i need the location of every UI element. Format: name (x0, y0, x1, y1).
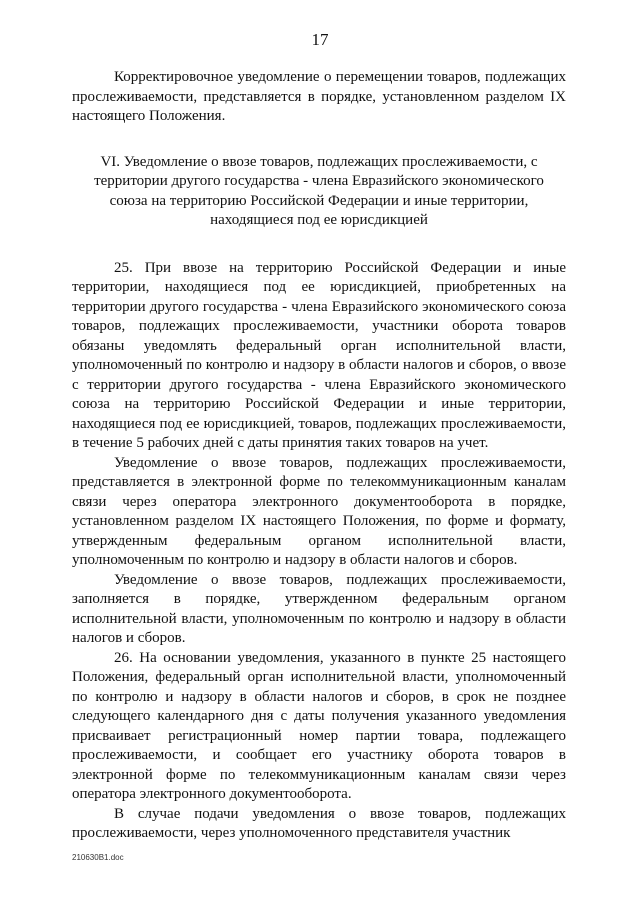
page-number: 17 (311, 30, 329, 49)
paragraph-notice-fill: Уведомление о ввозе товаров, подлежащих прослеживаемости, заполняется в порядке, утвержденном федеральным органом исполнительной власти, уполномоченным по контролю и надзору в области налогов и сборов. (72, 571, 566, 646)
paragraph-25: 25. При ввозе на территорию Российской Федерации и иные территории, находящиеся под ее юрисдикцией, приобретенных на территории другого государства - члена Евразийского экономического союза товаров, подлежащих прослеживаемости, участники оборота товаров обязаны уведомлять федеральный орган исполнительной власти, уполномоченный по контролю и надзору в области налогов и сборов, о ввозе с территории другого государства - члена Евразийского экономического союза на территорию Российской Федерации и иные территории, находящиеся под ее юрисдикцией, товаров, подлежащих прослеживаемости, в течение 5 рабочих дней с даты принятия таких товаров на учет. (72, 259, 566, 451)
section-title-line: VI. Уведомление о ввозе товаров, подлежащих прослеживаемости, с (100, 153, 538, 170)
section-title-line: территории другого государства - члена Евразийского экономического (94, 173, 544, 189)
paragraph-notice-form: Уведомление о ввозе товаров, подлежащих прослеживаемости, представляется в электронной форме по телекоммуникационным каналам связи через оператора электронного документооборота в порядке, установленном разделом IX настоящего Положения, по форме и формату, утвержденным федеральным органом исполнительной власти, уполномоченным по контролю и надзору в области налогов и сборов. (72, 454, 566, 568)
paragraph-correction-notice: Корректировочное уведомление о перемещении товаров, подлежащих прослеживаемости, представляется в порядке, установленном разделом IX настоящего Положения. (72, 69, 566, 124)
section-title-line: находящиеся под ее юрисдикцией (210, 212, 428, 228)
section-title (72, 153, 566, 231)
paragraph-representative: В случае подачи уведомления о ввозе товаров, подлежащих прослеживаемости, через уполномоченного представителя участник (72, 805, 566, 841)
paragraph-26: 26. На основании уведомления, указанного в пункте 25 настоящего Положения, федеральный орган исполнительной власти, уполномоченный по контролю и надзору в области налогов и сборов, в срок не позднее следующего календарного дня с даты получения указанного уведомления присваивает регистрационный номер партии товара, подлежащего прослеживаемости, и сообщает его участнику оборота товаров в электронной форме по телекоммуникационным каналам связи через оператора электронного документооборота. (72, 649, 566, 802)
section-title-line: союза на территорию Российской Федерации и иные территории, (109, 192, 529, 209)
document-body (72, 68, 566, 844)
footer-doc-id: 210630В1.doc (72, 853, 124, 862)
